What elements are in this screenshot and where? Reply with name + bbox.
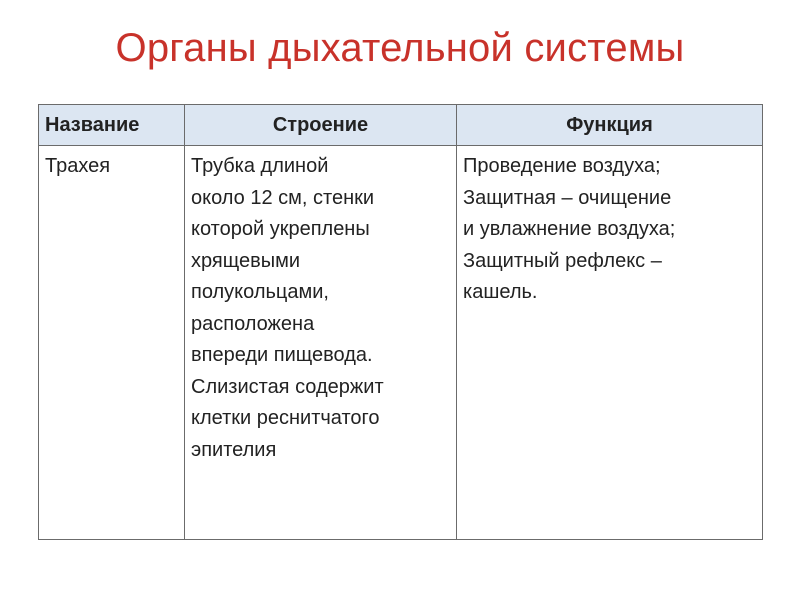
- slide-title: Органы дыхательной системы: [115, 26, 685, 70]
- table-header-row: [39, 105, 763, 146]
- cell-name: Трахея: [39, 146, 185, 540]
- table-row: [39, 146, 763, 540]
- cell-structure: Трубка длиной около 12 см, стенки которой укреплены хрящевыми полукольцами, расположена впереди пищевода. Слизистая содержит клетки реснитчатого эпителия: [185, 146, 457, 540]
- header-function: Функция: [457, 105, 763, 146]
- cell-function: Проведение воздуха; Защитная – очищение и увлажнение воздуха; Защитный рефлекс – кашель.: [457, 146, 763, 540]
- header-name: Название: [39, 105, 185, 146]
- header-structure: Строение: [185, 105, 457, 146]
- organs-table: [38, 104, 763, 540]
